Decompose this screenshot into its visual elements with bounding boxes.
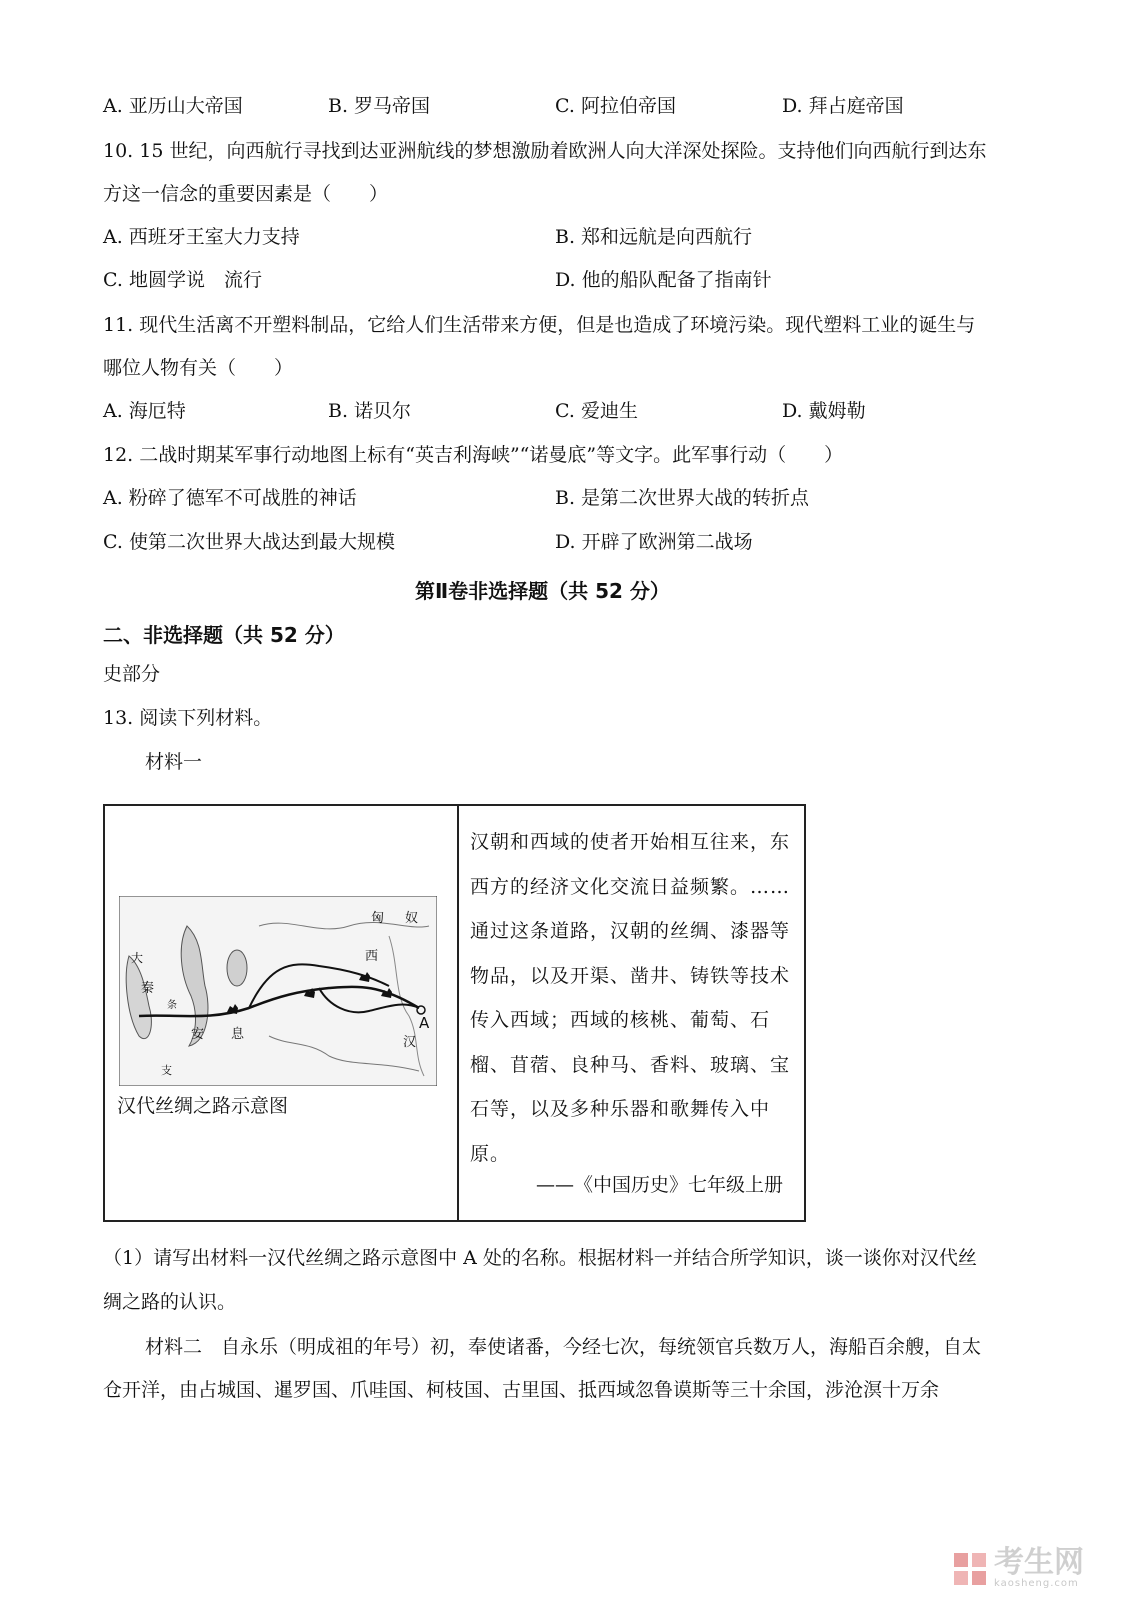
q10-option-b: B. 郑和远航是向西航行: [555, 226, 753, 248]
kaosheng-logo-icon: [952, 1551, 988, 1587]
q10-option-a: A. 西班牙王室大力支持: [103, 226, 300, 248]
silk-road-map: [119, 896, 437, 1086]
map-label-an: 安: [191, 1027, 205, 1042]
material1-line: 榴、苜蓿、良种马、香料、玻璃、宝: [470, 1053, 791, 1076]
q13-sub1-line2: 绸之路的认识。: [103, 1291, 237, 1313]
q12-option-d: D. 开辟了欧洲第二战场: [555, 531, 753, 553]
material1-table: [103, 804, 806, 1222]
material1-line: 石等，以及多种乐器和歌舞传入中: [470, 1098, 771, 1120]
material1-text: [470, 820, 800, 1176]
q12-stem: 12. 二战时期某军事行动地图上标有“英吉利海峡”“诺曼底”等文字。此军事行动（ ）: [103, 444, 844, 466]
q9-option-c: C. 阿拉伯帝国: [555, 95, 676, 117]
part2-title: 第Ⅱ卷非选择题（共 52 分）: [415, 579, 670, 603]
q9-option-b: B. 罗马帝国: [328, 95, 431, 117]
map-label-zhi: 支: [161, 1064, 172, 1077]
material1-line: 传入西域；西域的核桃、葡萄、石: [470, 1009, 771, 1031]
subsection-label: 史部分: [103, 663, 161, 685]
map-label-a: A: [419, 1014, 430, 1032]
q11-option-a: A. 海厄特: [103, 400, 186, 422]
watermark: [952, 1545, 1084, 1589]
map-label-tiao: 条: [167, 1000, 177, 1011]
material2-line1: 材料二 自永乐（明成祖的年号）初，奉使诸番，今经七次，每统领官兵数万人，海船百余艘，自太: [145, 1336, 982, 1358]
watermark-url: kaosheng.com: [994, 1578, 1079, 1589]
material2-line2: 仓开洋，由占城国、暹罗国、爪哇国、柯枝国、古里国、抵西域忽鲁谟斯等三十余国，涉沧溟十万余: [103, 1379, 940, 1401]
q11-stem-line1: 11. 现代生活离不开塑料制品，它给人们生活带来方便，但是也造成了环境污染。现代塑料工业的诞生与: [103, 314, 976, 336]
map-label-xi: 西: [365, 949, 379, 964]
q11-option-c: C. 爱迪生: [555, 400, 638, 422]
q13-sub1-line1: （1）请写出材料一汉代丝绸之路示意图中 A 处的名称。根据材料一并结合所学知识，谈一谈你对汉代丝: [103, 1247, 977, 1269]
q11-option-b: B. 诺贝尔: [328, 400, 412, 422]
map-label-xi2: 息: [231, 1027, 245, 1042]
q11-stem-line2: 哪位人物有关（ ）: [103, 357, 294, 379]
material1-line: 通过这条道路，汉朝的丝绸、漆器等: [470, 920, 791, 942]
q11-option-d: D. 戴姆勒: [782, 400, 866, 422]
q13-stem: 13. 阅读下列材料。: [103, 707, 273, 729]
map-label-xiong: 匈: [371, 911, 385, 926]
q10-option-d: D. 他的船队配备了指南针: [555, 269, 772, 291]
map-label-da: 大: [131, 951, 144, 965]
q12-option-b: B. 是第二次世界大战的转折点: [555, 487, 810, 509]
q12-option-c: C. 使第二次世界大战达到最大规模: [103, 531, 395, 553]
material1-line: 西方的经济文化交流日益频繁。……: [470, 875, 791, 898]
map-label-qin: 秦: [141, 981, 155, 996]
map-label-han: 汉: [403, 1035, 417, 1050]
q12-option-a: A. 粉碎了德军不可战胜的神话: [103, 487, 357, 509]
watermark-main: 考生网: [994, 1545, 1084, 1580]
material1-line: 原。: [470, 1142, 511, 1165]
q9-option-a: A. 亚历山大帝国: [103, 95, 243, 117]
map-caption: 汉代丝绸之路示意图: [117, 1095, 289, 1117]
material1-source: ——《中国历史》七年级上册: [536, 1174, 784, 1196]
map-label-nu: 奴: [405, 911, 419, 926]
section-heading: 二、非选择题（共 52 分）: [103, 623, 345, 647]
material1-label: 材料一: [145, 751, 203, 773]
q10-stem-line1: 10. 15 世纪，向西航行寻找到达亚洲航线的梦想激励着欧洲人向大洋深处探险。支持他们向西航行到达东: [103, 140, 987, 162]
q10-option-c: C. 地圆学说 流行: [103, 269, 262, 291]
material1-line: 物品，以及开渠、凿井、铸铁等技术: [470, 964, 791, 987]
table-divider: [457, 806, 459, 1220]
material1-line: 汉朝和西域的使者开始相互往来，东: [470, 831, 791, 853]
q9-option-d: D. 拜占庭帝国: [782, 95, 904, 117]
q10-stem-line2: 方这一信念的重要因素是（ ）: [103, 183, 389, 205]
